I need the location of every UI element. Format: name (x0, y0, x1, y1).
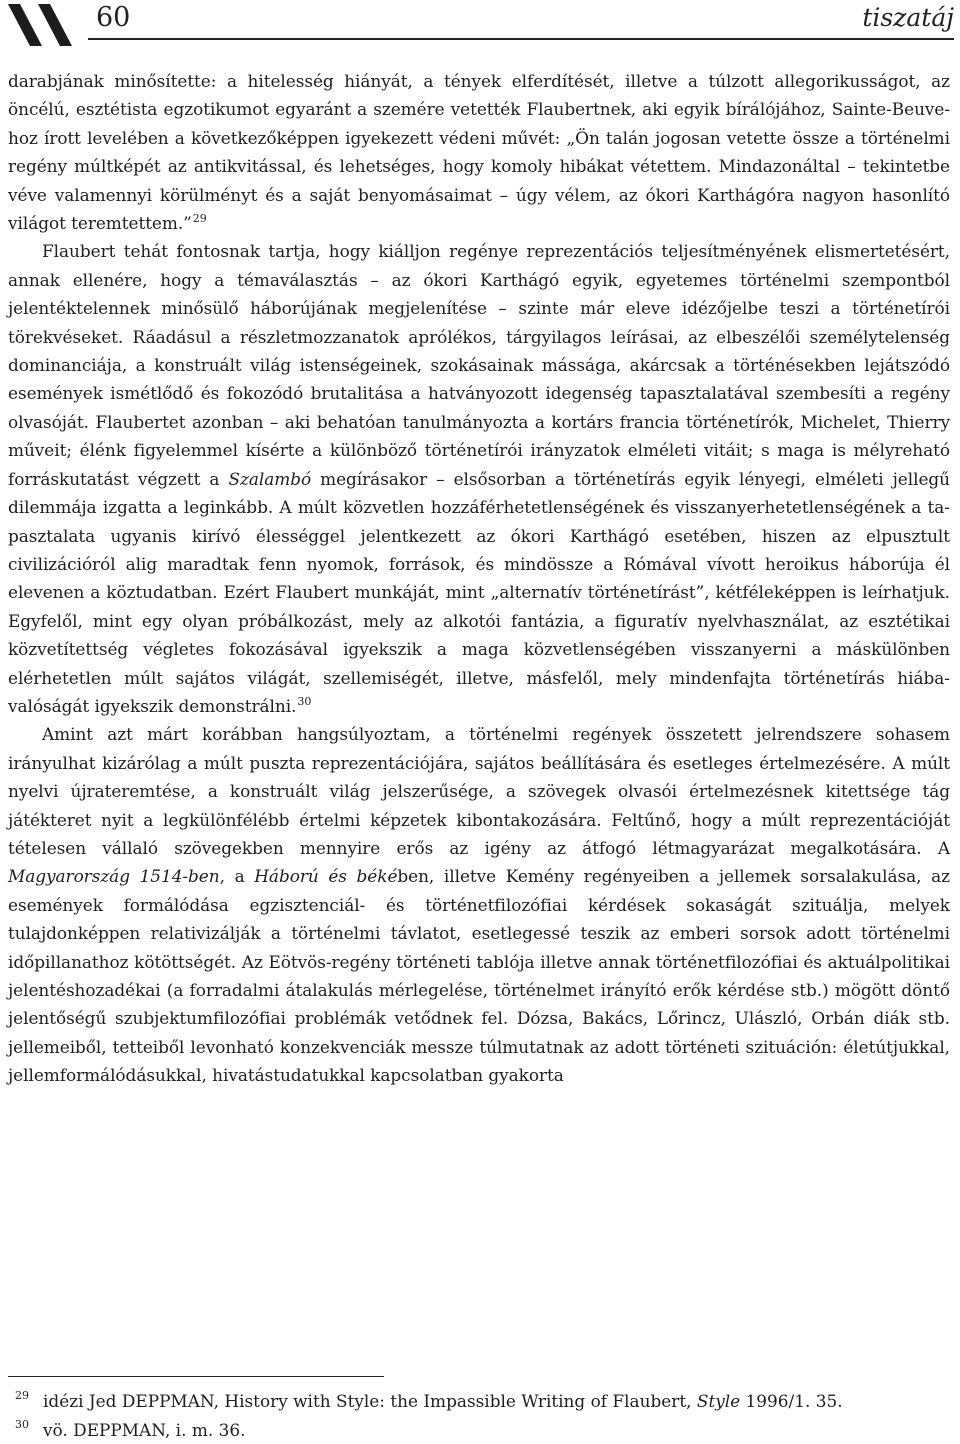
article-body (8, 67, 950, 1090)
italic-title-haboru: Háború és béké (254, 866, 397, 886)
paragraph-2: Flaubert tehát fontosnak tartja, hogy kiálljon regénye reprezentációs teljesítményének elismertetésért, annak ellenére, hogy a témaválasztás – az ókori Karthágó egyik, egyetemes történelmi szempontból jelentéktelennek minősülő háborújának megjelenítése – szinte már eleve idézőjelbe teszi a történetírói törekvéseket. Ráadásul a részletmozzanatok aprólékos, tárgyilagos leírásai, az elbeszélői személytelenség dominanciája, a konstruált világ istenségeinek, szokásainak mássága, akárcsak a történésekben lejátszódó események ismétlődő és fokozódó brutalitása a hatványozott idegenség tapasztalatával szembesíti a regény olvasóját. Flaubertet azonban – aki behatóan tanulmányozta a kortárs francia történetírók, Michelet, Thierry műveit; élénk figyelemmel kísérte a különböző történetírói irányzatok elméleti vitáit; s maga is mélyreható forráskutatást végzett a Szalambó megírásakor – elsősorban a történetírás egyik lényegi, elméleti jellegű dilemmája izgatta a leginkább. A múlt közvetlen hozzáférhetetlenségének és visszanyerhetetlenségének a tapasztalata ugyanis kirívó élességgel jelentkezett az ókori Karthágó esetében, hiszen az elpusztult civilizációról alig maradtak fenn nyomok, források, és mindössze a Rómával vívott heroikus háborúja él elevenen a köztudatban. Ezért Flaubert munkáját, mint „alternatív történetírást”, kétféleképpen is leírhatjuk. Egyfelől, mint egy olyan próbálkozást, mely az alkotói fantázia, a figuratív nyelvhasználat, az esztétikai közvetítettség végletes fokozásával igyekszik a maga közvetlenségében visszanyerni a máskülönben elérhetetlen múlt sajátos világát, szellemiségét, illetve, másfelől, mely mindenfajta történetírás hiábavalóságát igyekszik demonstrálni.$^{30}$ (8, 237, 950, 720)
italic-title-magyarorszag: Magyarország 1514-ben (8, 866, 220, 886)
footnote-29: 29 idézi Jed DEPPMAN, History with Style: the Impassible Writing of Flaubert, Style 1996/1. 35. (8, 1387, 948, 1416)
footnote-ref-30[interactable]: 30 (297, 695, 311, 708)
journal-title: tiszatáj (862, 0, 954, 36)
italic-title-szalambo: Szalambó (228, 469, 311, 489)
journal-logo-icon (8, 4, 80, 46)
page-number: 60 (96, 0, 130, 36)
footnote-number: 30 (15, 1416, 29, 1434)
page-header (0, 0, 960, 52)
footnote-separator (8, 1376, 384, 1377)
footnote-30: 30 vö. DEPPMAN, i. m. 36. (8, 1416, 948, 1444)
footnote-ref-29[interactable]: 29 (193, 212, 207, 225)
header-rule (88, 38, 954, 40)
paragraph-3: Amint azt márt korábban hangsúlyoztam, a történelmi regények összetett jelrendszere sohasem irányulhat kizárólag a múlt puszta reprezentációjára, sajátos beállítására és esetleges értelmezésére. A múlt nyelvi újrateremtése, a konstruált világ jelszerűsége, a szövegek olvasói értelmezésnek kitettsége tág játékteret nyit a legkülönfélébb értelmi képzetek kibontakozására. Feltűnő, hogy a múlt reprezentációját tételesen vállaló szövegekben mennyire erős az igény az átfogó létmagyarázat megalkotására. A Magyarország 1514-ben, a Háború és békében, illetve Kemény regényeiben a jellemek sorsalakulása, az események formálódása egzisztenciál- és történetfilozófiai kérdések sokaságát szituálja, melyek tulajdonképpen relativizálják a történelmi távlatot, esetlegessé teszik az emberi sorsok adott történelmi időpillanathoz kötöttségét. Az Eötvös-regény történeti tablója illetve annak történetfilozófiai és aktuálpolitikai jelentéshozadékai (a forradalmi átalakulás mérlegelése, történelmet irányító erők kérdése stb.) mögött döntő jelentőségű szubjektumfilozófiai problémák vetődnek fel. Dózsa, Bakács, Lőrincz, Ulászló, Orbán diák stb. jellemeiből, tetteiből levonható konzekvenciák messze túlmutatnak az adott történeti szituáción: életútjukkal, jellemformálódásukkal, hivatástudatukkal kapcsolatban gyakorta (8, 720, 950, 1089)
paragraph-1: darabjának minősítette: a hitelesség hiányát, a tények elferdítését, illetve a túlzott allegorikusságot, az öncélú, esztétista egzotikumot egyaránt a szemére vetették Flaubertnek, aki egyik bírálójához, Sainte-Beuve-hoz írott levelében a következőképpen igyekezett védeni művét: „Ön talán jogosan vetette össze a történelmi regény múltképét az antikvitással, és lehetséges, hogy komoly hibákat vétettem. Mindazonáltal – tekintetbe véve valamennyi körülményt és a saját benyomásaimat – úgy vélem, az ókori Karthágóra nagyon hasonlító világot teremtettem.”$^{29}$ (8, 67, 950, 237)
footnote-number: 29 (15, 1387, 29, 1405)
footnotes (8, 1387, 948, 1444)
